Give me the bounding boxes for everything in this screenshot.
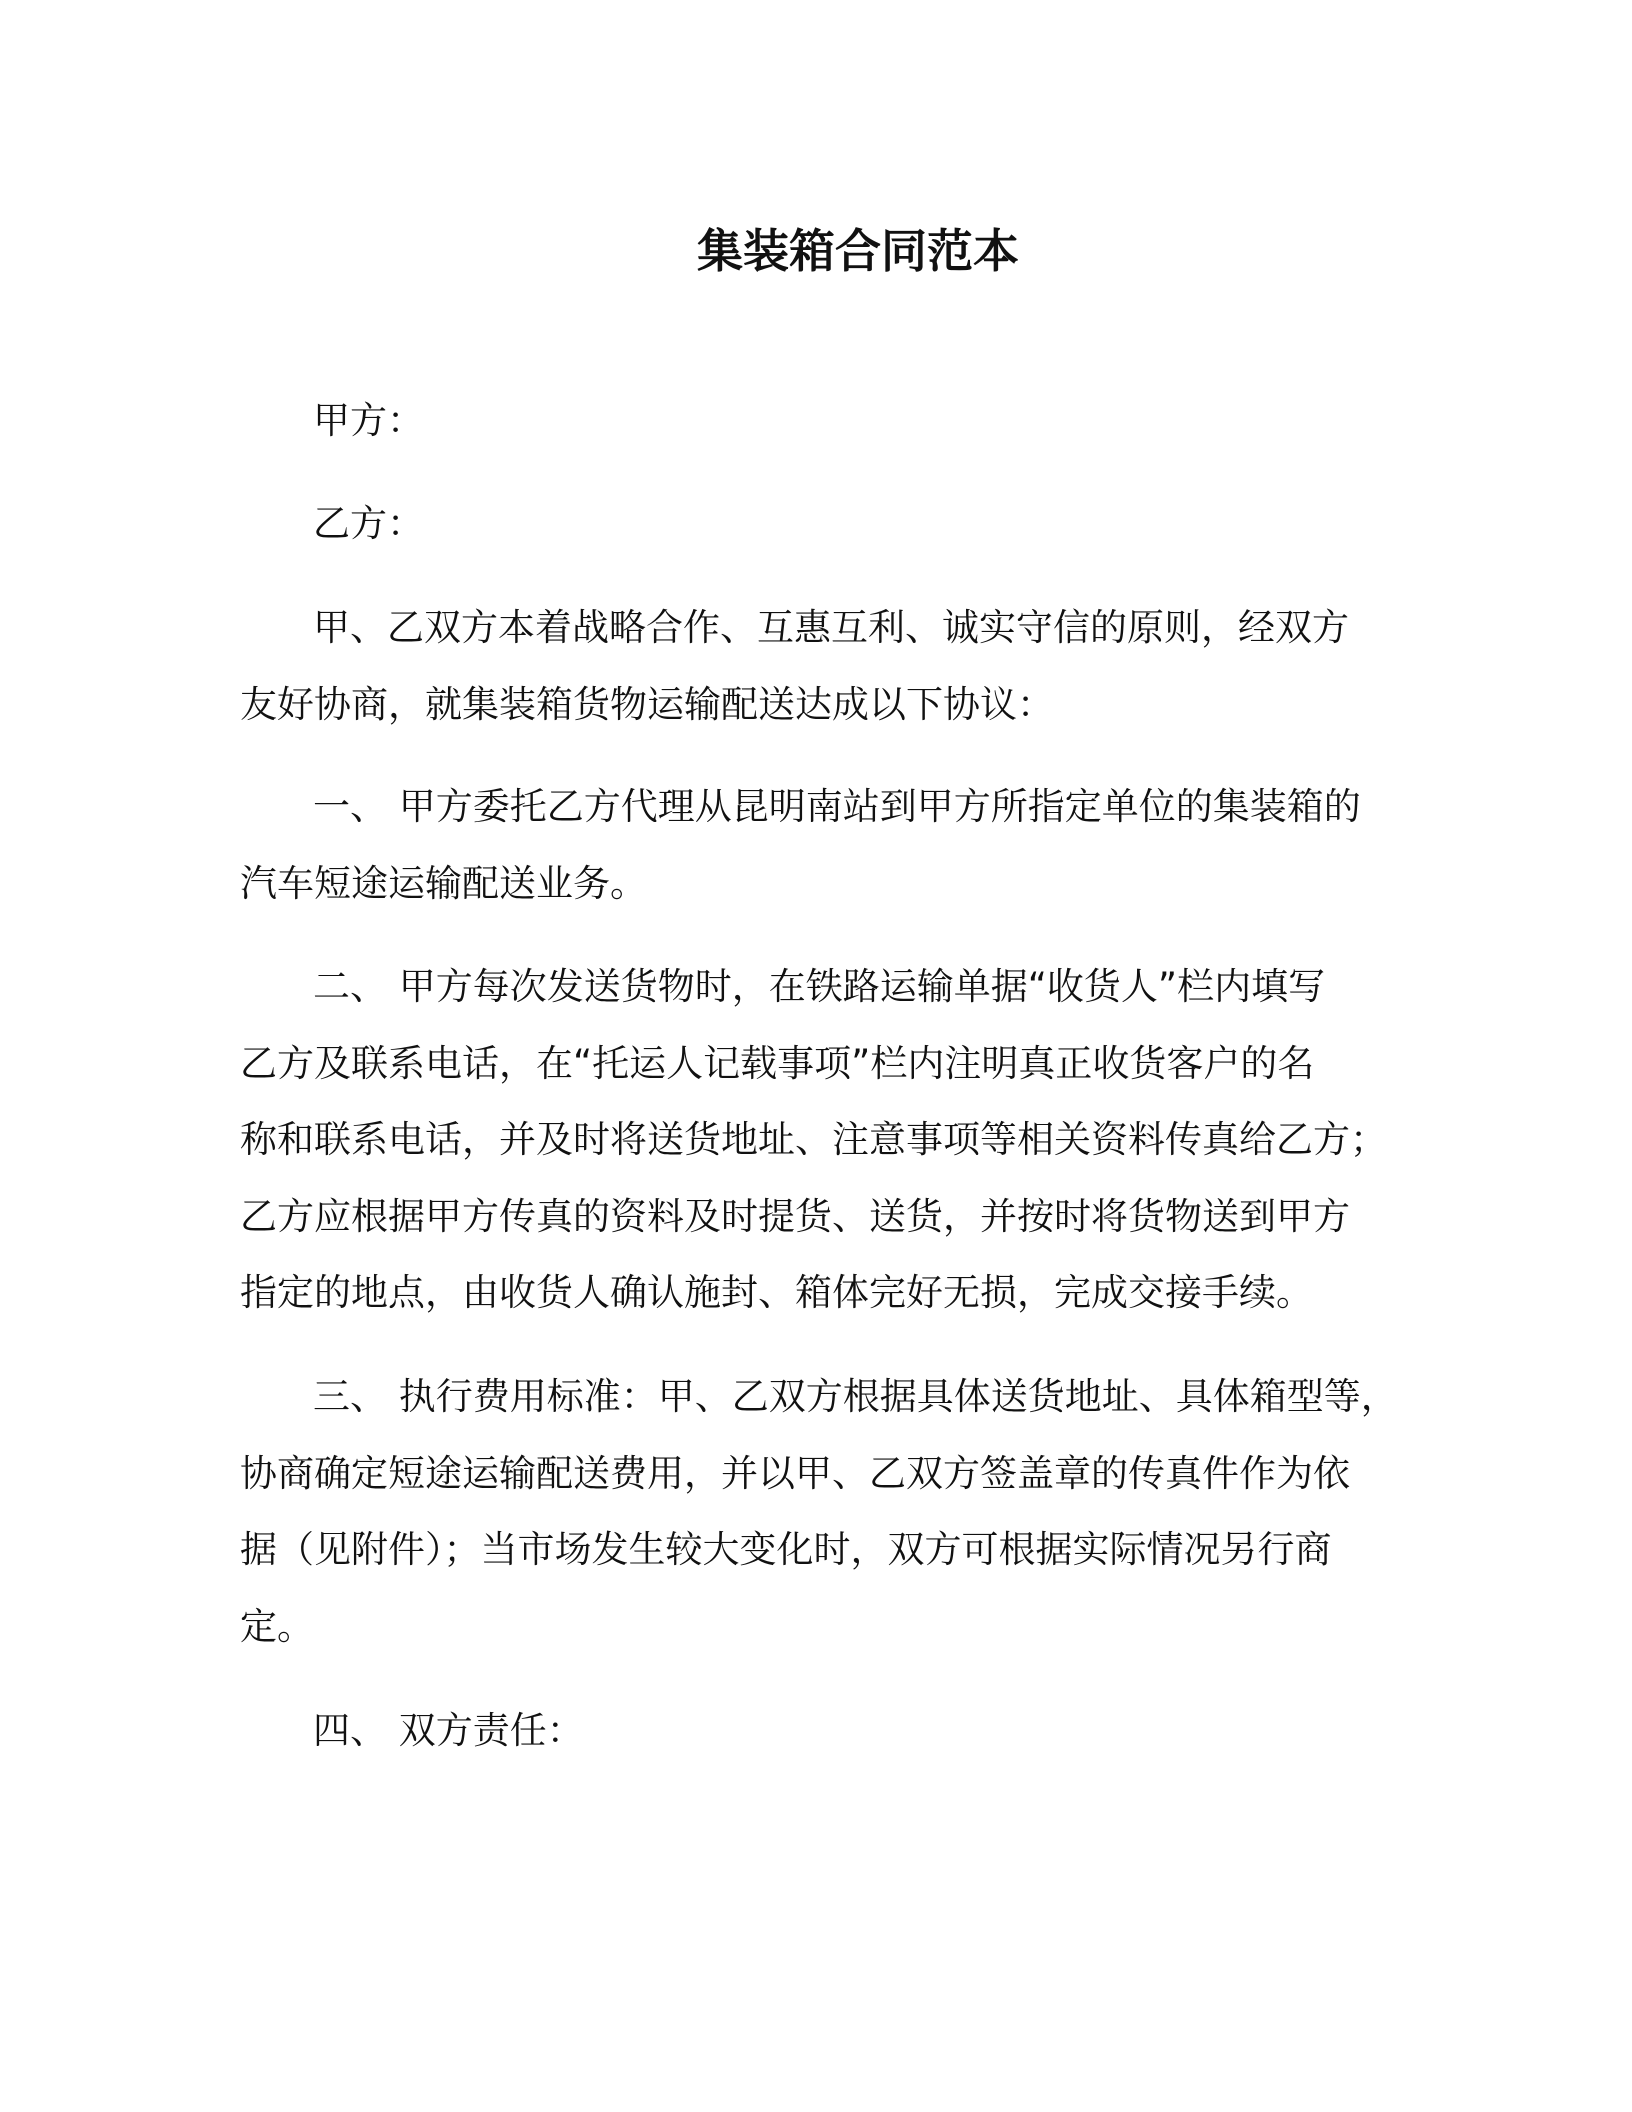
paragraph-line: 协商确定短途运输配送费用，并以甲、乙双方签盖章的传真件作为依 [240, 1451, 1350, 1495]
paragraph-line: 三、 执行费用标准：甲、乙双方根据具体送货地址、具体箱型等， [313, 1375, 1398, 1418]
preamble-paragraph [240, 590, 1360, 743]
paragraph-line: 甲方： [313, 399, 424, 442]
paragraph-line: 乙方应根据甲方传真的资料及时提货、送货，并按时将货物送到甲方 [240, 1194, 1350, 1238]
clause-2-paragraph [240, 949, 1387, 1332]
paragraph-line: 友好协商，就集装箱货物运输配送达成以下协议： [240, 682, 1054, 726]
paragraph-line: 四、 双方责任： [313, 1709, 584, 1752]
clause-1-paragraph [240, 769, 1360, 922]
document-title: 集装箱合同范本 [697, 224, 1019, 278]
paragraph-line: 指定的地点，由收货人确认施封、箱体完好无损，完成交接手续。 [240, 1271, 1313, 1314]
paragraph-line: 称和联系电话，并及时将送货地址、注意事项等相关资料传真给乙方； [240, 1118, 1387, 1161]
paragraph-line: 定。 [240, 1604, 314, 1648]
paragraph-line: 乙方及联系电话，在“托运人记载事项”栏内注明真正收货客户的名 [240, 1041, 1315, 1085]
paragraph-line: 汽车短途运输配送业务。 [240, 861, 647, 905]
paragraph-line: 二、 甲方每次发送货物时，在铁路运输单据“收货人”栏内填写 [313, 965, 1326, 1008]
paragraph-line: 一、 甲方委托乙方代理从昆明南站到甲方所指定单位的集装箱的 [313, 785, 1361, 828]
clause-4-heading [240, 1693, 1360, 1770]
paragraph-line: 甲、乙双方本着战略合作、互惠互利、诚实守信的原则，经双方 [313, 606, 1349, 649]
party-a-paragraph [240, 383, 1360, 460]
party-b-paragraph [240, 486, 1360, 563]
paragraph-line: 乙方： [313, 502, 424, 545]
paragraph-line: 据（见附件）；当市场发生较大变化时，双方可根据实际情况另行商 [240, 1528, 1332, 1571]
clause-3-paragraph [240, 1359, 1398, 1665]
